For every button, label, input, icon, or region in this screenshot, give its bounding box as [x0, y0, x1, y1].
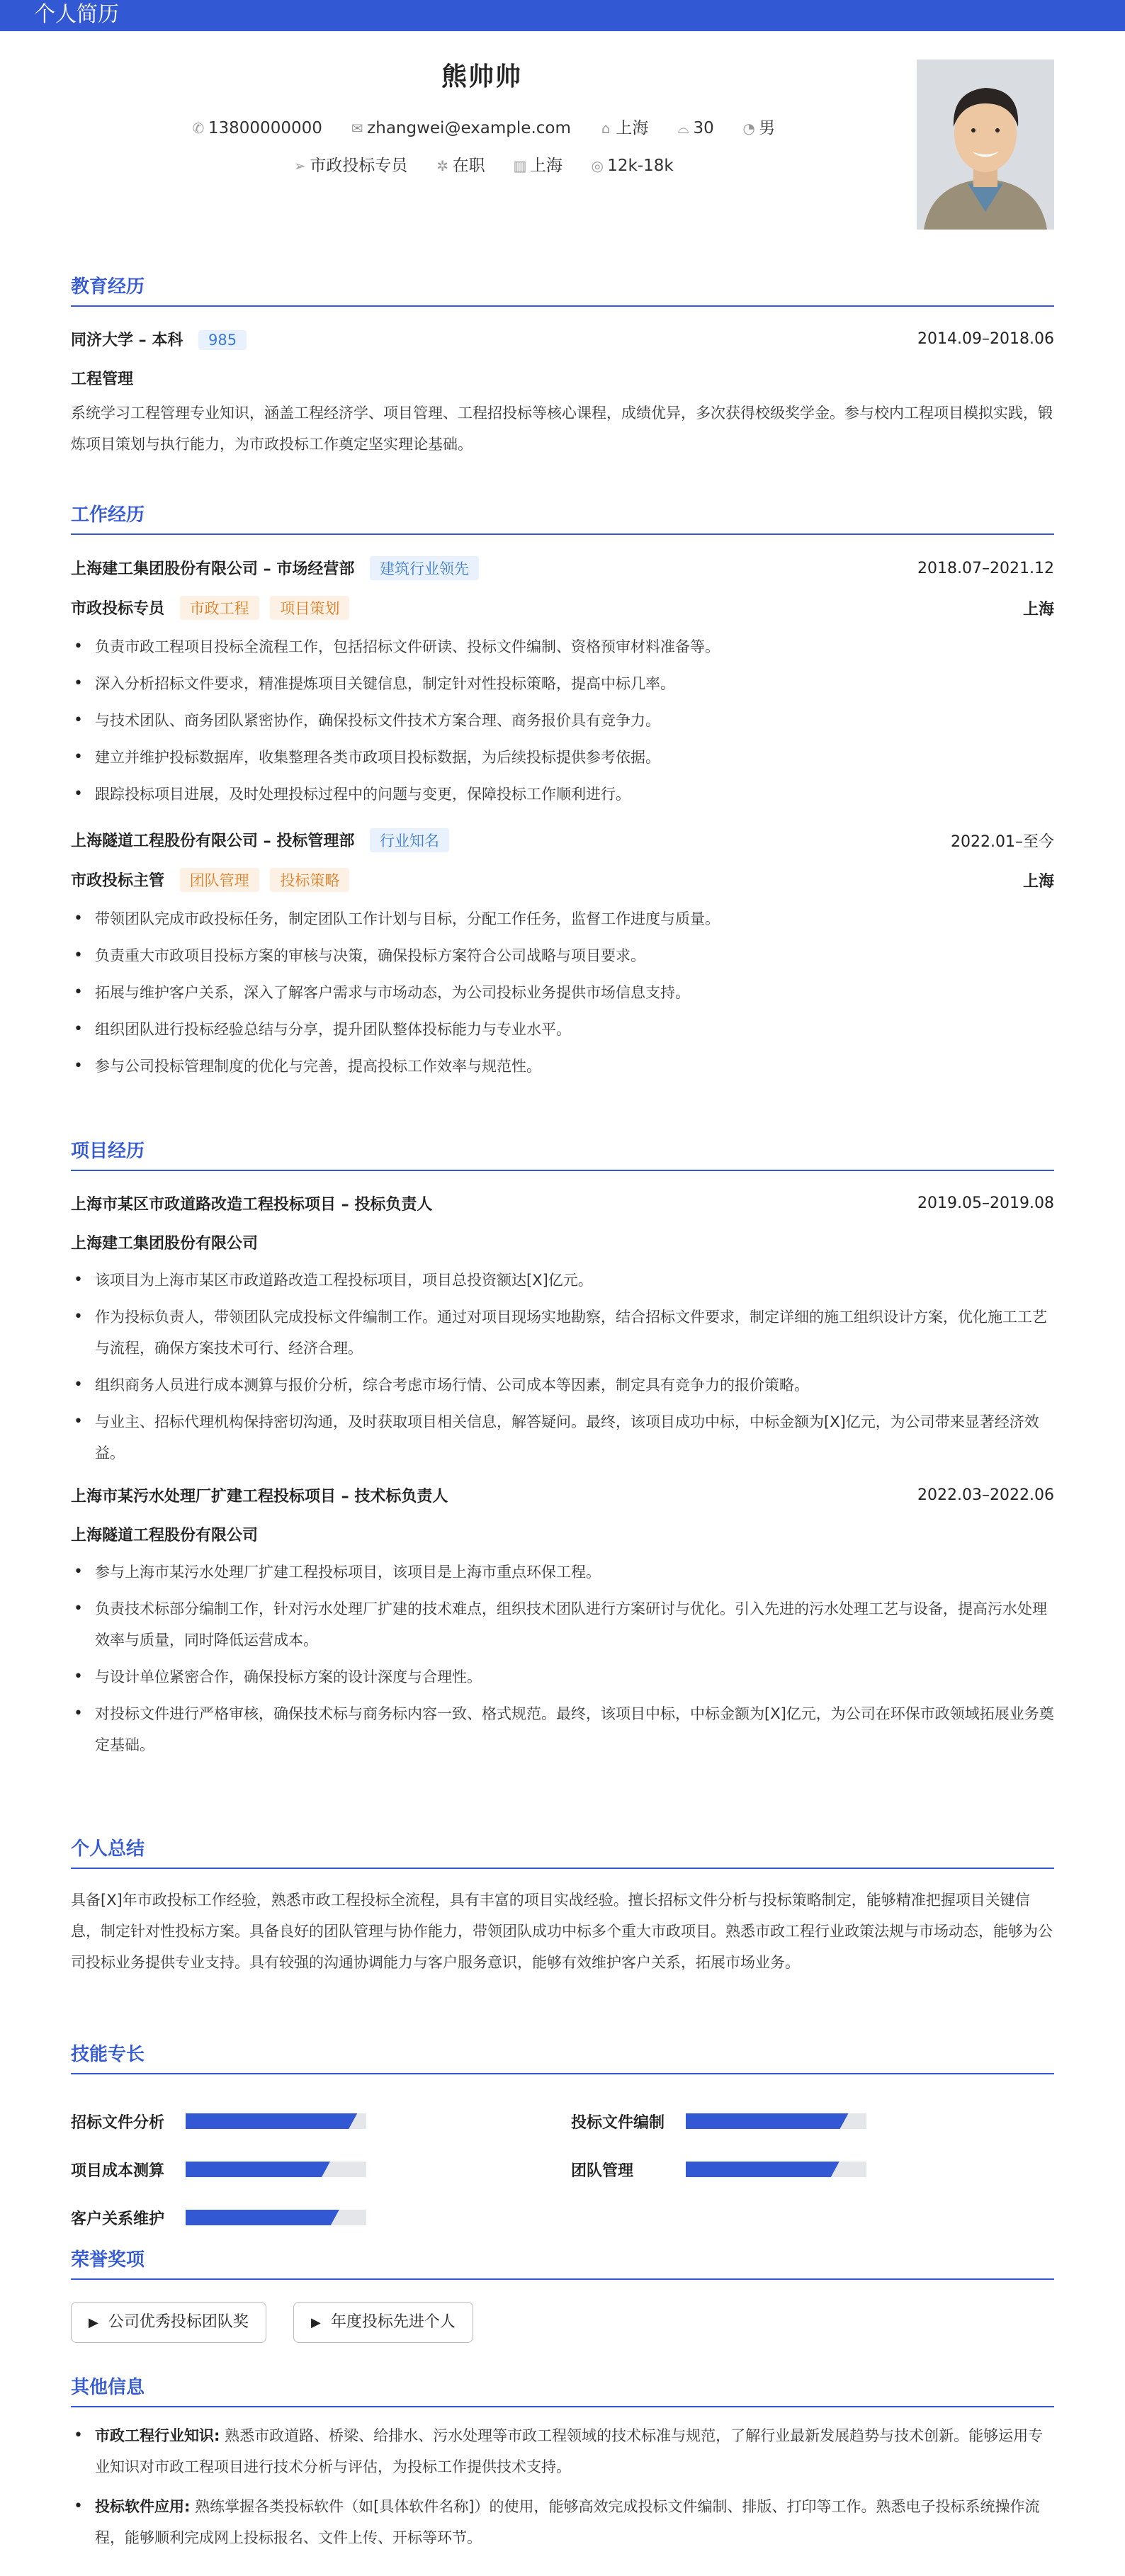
skill-bar-fill: [686, 2113, 849, 2129]
work-role: 市政投标专员: [71, 600, 165, 618]
email-value: zhangwei@example.com: [367, 119, 571, 137]
award-item: [293, 2302, 473, 2343]
candidate-name: 熊帅帅: [441, 62, 522, 91]
age-value: 30: [693, 119, 714, 137]
expected-city-value: 上海: [529, 157, 562, 175]
header-bar: [0, 0, 1125, 31]
skill-bar: [186, 2210, 366, 2225]
send-icon: ➢: [293, 157, 306, 174]
major-name: 工程管理: [71, 371, 134, 388]
work-company: 上海隧道工程股份有限公司 – 投标管理部: [71, 832, 355, 850]
list-item: • 与设计单位紧密合作，确保投标方案的设计深度与合理性。: [71, 1661, 1054, 1693]
work-section: [71, 500, 1054, 1088]
skill-bar-fill: [186, 2162, 330, 2177]
project-header: [71, 1484, 1054, 1506]
project-company: 上海隧道工程股份有限公司: [71, 1527, 259, 1544]
section-title-other: 其他信息: [71, 2373, 1054, 2407]
project-item: [71, 1192, 1054, 1469]
project-company: 上海建工集团股份有限公司: [71, 1235, 259, 1253]
age-icon: ⌓: [677, 120, 689, 137]
list-item: • 作为投标负责人，带领团队完成投标文件编制工作。通过对项目现场实地勘察，结合招标文件要求，制定详细的施工组织设计方案，优化施工工艺与流程，确保方案技术可行、经济合理。: [71, 1301, 1054, 1364]
skill-bar-fill: [186, 2210, 339, 2225]
work-role-row: [71, 596, 1054, 620]
skill-bar: [186, 2162, 366, 2177]
section-title-projects: 项目经历: [71, 1136, 1054, 1171]
phone-icon: ✆: [192, 120, 205, 137]
work-role: 市政投标主管: [71, 872, 165, 890]
award-label: 年度投标先进个人: [330, 2313, 456, 2331]
section-title-summary: 个人总结: [71, 1834, 1054, 1869]
company-badge: 行业知名: [370, 828, 449, 852]
status-value: 在职: [452, 157, 485, 175]
work-period: 2018.07–2021.12: [917, 559, 1054, 577]
summary-section: [71, 1834, 1054, 1978]
skills-section: [71, 2040, 1054, 2238]
work-period: 2022.01–至今: [951, 832, 1054, 851]
list-item: • 负责市政工程项目投标全流程工作，包括招标文件研读、投标文件编制、资格预审材料准备等。: [71, 631, 1054, 662]
project-name: 上海市某污水处理厂扩建工程投标项目 – 技术标负责人: [71, 1488, 448, 1506]
school-badge: 985: [198, 330, 247, 350]
awards-section: [71, 2245, 1054, 2366]
section-title-awards: 荣誉奖项: [71, 2245, 1054, 2280]
list-item: • 带领团队完成市政投标任务，制定团队工作计划与目标，分配工作任务，监督工作进度与质量。: [71, 903, 1054, 934]
work-item: [71, 828, 1054, 1082]
avatar-illustration: [917, 60, 1054, 230]
home-icon: ⌂: [601, 120, 611, 137]
salary-value: 12k-18k: [607, 157, 674, 175]
skill-bar: [686, 2113, 866, 2129]
section-title-skills: 技能专长: [71, 2040, 1054, 2074]
project-item: [71, 1484, 1054, 1761]
work-company: 上海建工集团股份有限公司 – 市场经营部: [71, 560, 355, 578]
list-item: • 参与公司投标管理制度的优化与完善，提高投标工作效率与规范性。: [71, 1051, 1054, 1082]
skill-name: 团队管理: [571, 2162, 634, 2180]
other-info-list: [71, 2420, 1054, 2553]
role-tag: 市政工程: [180, 596, 259, 620]
list-item: • 该项目为上海市某区市政道路改造工程投标项目，项目总投资额达[X]亿元。: [71, 1265, 1054, 1296]
other-info-label: 市政工程行业知识:: [95, 2427, 220, 2444]
work-location: 上海: [1022, 872, 1054, 891]
school-name: 同济大学 – 本科: [71, 332, 183, 349]
education-period: 2014.09–2018.06: [917, 330, 1054, 348]
skill-name: 客户关系维护: [71, 2210, 165, 2228]
award-item: [71, 2302, 266, 2343]
company-badge: 建筑行业领先: [370, 556, 479, 580]
work-bullets: [71, 903, 1054, 1082]
skill-bar-fill: [186, 2113, 357, 2129]
list-item: • 参与上海市某污水处理厂扩建工程投标项目，该项目是上海市重点环保工程。: [71, 1557, 1054, 1588]
work-header: [71, 556, 1054, 580]
section-title-work: 工作经历: [71, 500, 1054, 535]
job-intent-row: [71, 152, 893, 176]
gender-value: 男: [759, 119, 776, 137]
other-info-label: 投标软件应用:: [95, 2498, 191, 2515]
other-info-text: 熟悉市政道路、桥梁、给排水、污水处理等市政工程领域的技术标准与规范，了解行业最新发展趋势与技术创新。能够运用专业知识对市政工程项目进行技术分析与评估，为投标工作提供技术支持。: [95, 2427, 1044, 2475]
page-title: 个人简历: [34, 2, 119, 27]
status-icon: ✲: [436, 157, 448, 174]
skill-name: 招标文件分析: [71, 2114, 165, 2132]
project-period: 2019.05–2019.08: [917, 1194, 1054, 1212]
skill-name: 投标文件编制: [571, 2114, 665, 2132]
skill-bar: [686, 2162, 866, 2177]
caret-right-icon: ▶: [311, 2315, 321, 2330]
role-tag: 项目策划: [270, 596, 349, 620]
skill-bar: [186, 2113, 366, 2129]
gender-icon: ◔: [742, 120, 755, 137]
summary-text: 具备[X]年市政投标工作经验，熟悉市政工程投标全流程，具有丰富的项目实战经验。擅长招标文件分析与投标策略制定，能够精准把握项目关键信息，制定针对性投标方案。具备良好的团队管理与协作能力，带领团队成功中标多个重大市政项目。熟悉市政工程行业政策法规与市场动态，能够为公司投标业务提供专业支持。具有较强的沟通协调能力与客户服务意识，能够有效维护客户关系，拓展市场业务。: [71, 1892, 1053, 1971]
skill-name: 项目成本测算: [71, 2162, 165, 2180]
contact-row: [71, 115, 893, 138]
list-item: • 建立并维护投标数据库，收集整理各类市政项目投标数据，为后续投标提供参考依据。: [71, 742, 1054, 773]
section-title-education: 教育经历: [71, 272, 1054, 307]
work-header: [71, 828, 1054, 852]
work-bullets: [71, 631, 1054, 810]
salary-icon: ◎: [591, 157, 604, 174]
project-name: 上海市某区市政道路改造工程投标项目 – 投标负责人: [71, 1196, 433, 1214]
projects-section: [71, 1136, 1054, 1766]
education-section: [71, 272, 1054, 460]
phone-value: 13800000000: [208, 119, 322, 137]
caret-right-icon: ▶: [89, 2315, 98, 2330]
other-info-text: 熟练掌握各类投标软件（如[具体软件名称]）的使用，能够高效完成投标文件编制、排版、打印等工作。熟悉电子投标系统操作流程，能够顺利完成网上投标报名、文件上传、开标等环节。: [95, 2498, 1040, 2546]
list-item: • 对投标文件进行严格审核，确保技术标与商务标内容一致、格式规范。最终，该项目中标，中标金额为[X]亿元，为公司在环保市政领域拓展业务奠定基础。: [71, 1698, 1054, 1761]
list-item: • 负责技术标部分编制工作，针对污水处理厂扩建的技术难点，组织技术团队进行方案研讨与优化。引入先进的污水处理工艺与设备，提高污水处理效率与质量，同时降低运营成本。: [71, 1593, 1054, 1656]
work-item: [71, 556, 1054, 810]
list-item: • 组织团队进行投标经验总结与分享，提升团队整体投标能力与专业水平。: [71, 1014, 1054, 1045]
list-item: • 与技术团队、商务团队紧密协作，确保投标文件技术方案合理、商务报价具有竞争力。: [71, 705, 1054, 736]
building-icon: ▥: [513, 157, 527, 174]
other-info-section: [71, 2373, 1054, 2553]
education-header: [71, 328, 1054, 350]
avatar-photo: [917, 60, 1054, 230]
work-role-row: [71, 868, 1054, 892]
list-item: [71, 2420, 1054, 2482]
list-item: • 跟踪投标项目进展，及时处理投标过程中的问题与变更，保障投标工作顺利进行。: [71, 779, 1054, 810]
project-header: [71, 1192, 1054, 1214]
project-bullets: [71, 1265, 1054, 1469]
mail-icon: ✉: [351, 120, 363, 137]
position-value: 市政投标专员: [310, 157, 408, 175]
list-item: • 深入分析招标文件要求，精准提炼项目关键信息，制定针对性投标策略，提高中标几率。: [71, 668, 1054, 699]
list-item: • 拓展与维护客户关系，深入了解客户需求与市场动态，为公司投标业务提供市场信息支持。: [71, 977, 1054, 1008]
list-item: • 与业主、招标代理机构保持密切沟通，及时获取项目相关信息，解答疑问。最终，该项目成功中标，中标金额为[X]亿元，为公司带来显著经济效益。: [71, 1406, 1054, 1469]
city-value: 上海: [616, 119, 649, 137]
project-period: 2022.03–2022.06: [917, 1486, 1054, 1504]
list-item: [71, 2491, 1054, 2553]
role-tag: 团队管理: [180, 868, 259, 892]
work-location: 上海: [1022, 600, 1054, 618]
education-description: 系统学习工程管理专业知识，涵盖工程经济学、项目管理、工程招投标等核心课程，成绩优异，多次获得校级奖学金。参与校内工程项目模拟实践，锻炼项目策划与执行能力，为市政投标工作奠定坚实理论基础。: [71, 405, 1053, 453]
list-item: • 负责重大市政项目投标方案的审核与决策，确保投标方案符合公司战略与项目要求。: [71, 940, 1054, 971]
award-label: 公司优秀投标团队奖: [108, 2313, 249, 2331]
list-item: • 组织商务人员进行成本测算与报价分析，综合考虑市场行情、公司成本等因素，制定具有竞争力的报价策略。: [71, 1369, 1054, 1401]
project-bullets: [71, 1557, 1054, 1761]
skill-bar-fill: [686, 2162, 839, 2177]
role-tag: 投标策略: [270, 868, 349, 892]
